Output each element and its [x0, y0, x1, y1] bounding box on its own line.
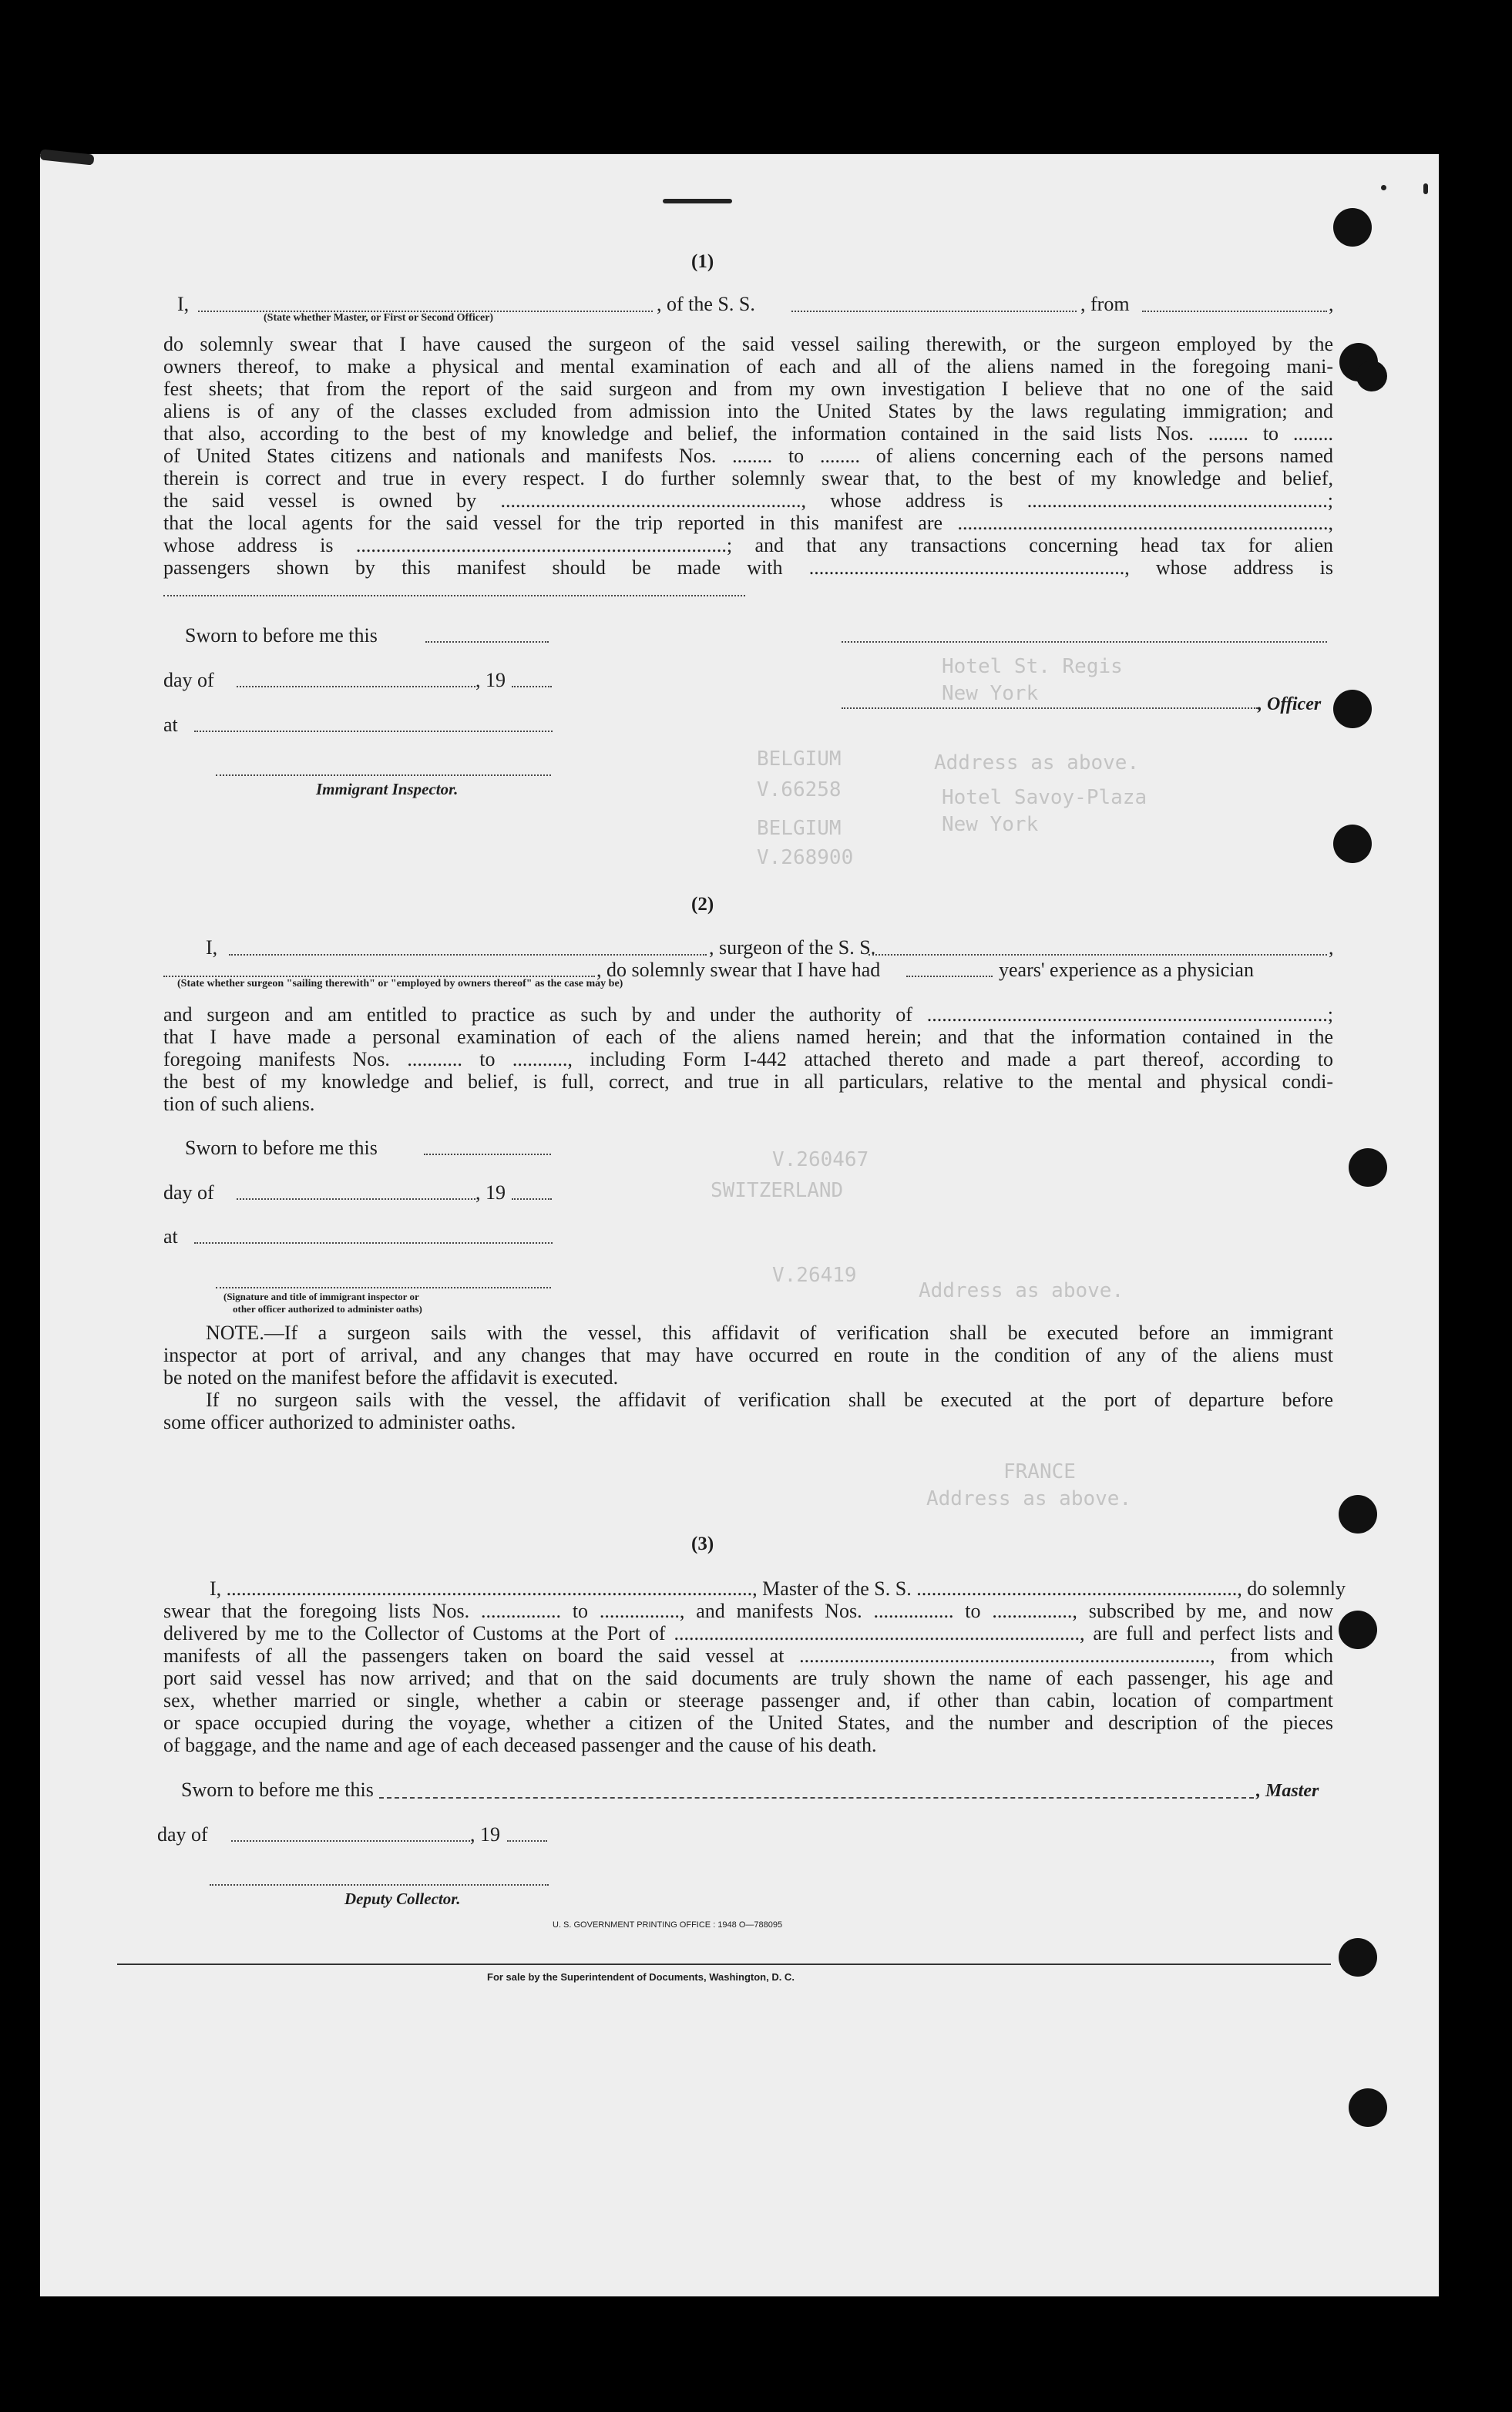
gpo-imprint: U. S. GOVERNMENT PRINTING OFFICE : 1948 O—788095: [553, 1920, 783, 1930]
section-1-paragraph-line: of United States citizens and nationals and manifests Nos. ........ to ........ of aliens concerning each of the persons named: [163, 445, 1333, 467]
note-line: be noted on the manifest before the affidavit is executed.: [163, 1366, 619, 1389]
master-label: , Master: [1256, 1781, 1319, 1801]
section-1-sworn-label: Sworn to before me this: [185, 624, 378, 647]
surgeon-vessel-blank: [869, 954, 1327, 956]
bleed-through-text: V.66258: [757, 778, 842, 801]
day-blank: [237, 1198, 475, 1200]
section-1-paragraph-line: aliens is of any of the classes excluded from admission into the United States by the laws regulating immigration; and: [163, 400, 1333, 422]
signature-note-2: other officer authorized to administer oaths): [233, 1303, 422, 1315]
section-3-paragraph-line: or space occupied during the voyage, whether a citizen of the United States, and the number and description of the pieces: [163, 1712, 1333, 1734]
years-experience-blank: [906, 976, 993, 977]
document-page: [40, 154, 1439, 2296]
vessel-name-blank: [791, 311, 1077, 312]
bleed-through-text: V.268900: [757, 846, 854, 869]
section-1-paragraph-line: fest sheets; that from the report of the said surgeon and from my own investigation I believe that no one of the said: [163, 378, 1333, 400]
bleed-through-text: Address as above.: [926, 1487, 1132, 1510]
ink-mark: [663, 199, 732, 203]
section-1-paragraph-line: whose address is ..........................................................................; and that any transactions concerning head tax for alien: [163, 534, 1333, 556]
punch-hole: [1349, 2088, 1387, 2127]
bleed-through-text: FRANCE: [1003, 1460, 1076, 1483]
section-3-day-label: day of: [157, 1823, 208, 1846]
punch-hole: [1339, 1938, 1377, 1977]
section-1-paragraph-line: therein is correct and true in every respect. I do further solemnly swear that, to the best of my knowledge and belief,: [163, 467, 1333, 489]
section-3-paragraph-line: port said vessel has now arrived; and that on the said documents are truly shown the name of each passenger, his age and: [163, 1667, 1333, 1689]
bleed-through-text: V.26419: [772, 1264, 857, 1287]
section-2-paragraph-line: foregoing manifests Nos. ........... to ..........., including Form I-442 attached thereto and made a part thereof, according to: [163, 1048, 1333, 1070]
bleed-through-text: Address as above.: [919, 1279, 1124, 1302]
note-line: NOTE.—If a surgeon sails with the vessel, this affidavit of verification shall be executed before an immigrant: [206, 1322, 1333, 1344]
section-3-paragraph-line: sex, whether married or single, whether a cabin or steerage passenger and, if other than cabin, location of compartment: [163, 1689, 1333, 1712]
bleed-through-text: New York: [942, 813, 1039, 836]
section-2-paragraph-line: that I have made a personal examination of each of the aliens named herein; and that the information contained in the: [163, 1026, 1333, 1048]
day-blank: [231, 1840, 470, 1842]
bleed-through-text: BELGIUM: [757, 817, 842, 840]
master-note: (State whether Master, or First or Second Officer): [264, 312, 494, 324]
section-3-heading: (3): [691, 1534, 714, 1554]
section-2-day-label: day of: [163, 1181, 214, 1204]
section-3-paragraph-line: I, ........................................................................................................., Master of the S. S. ................................................................, do solemnly: [210, 1577, 1346, 1600]
footer-rule: [117, 1964, 1331, 1965]
year-blank: [507, 1840, 547, 1842]
years-experience-label: years' experience as a physician: [999, 959, 1254, 981]
section-1-year-label: , 19: [475, 669, 506, 691]
sale-imprint: For sale by the Superintendent of Documents, Washington, D. C.: [487, 1971, 795, 1983]
year-blank: [512, 1198, 552, 1200]
ink-mark: [1381, 185, 1386, 190]
punch-hole: [1339, 1495, 1377, 1534]
bleed-through-text: Hotel St. Regis: [942, 655, 1123, 678]
section-1-line-end: ,: [1329, 293, 1334, 315]
bleed-through-text: New York: [942, 682, 1039, 705]
departure-port-blank: [1142, 311, 1327, 312]
section-1-paragraph-line: that also, according to the best of my knowledge and belief, the information contained in the said lists Nos. ........ to ........: [163, 422, 1333, 445]
sworn-date-blank: [425, 641, 549, 643]
section-1-from-label: , from: [1080, 293, 1130, 315]
section-2-at-label: at: [163, 1225, 178, 1248]
bleed-through-text: BELGIUM: [757, 747, 842, 771]
place-blank: [194, 1242, 553, 1244]
section-2-paragraph-line: and surgeon and am entitled to practice as such by and under the authority of ................................................................................;: [163, 1003, 1333, 1026]
officer-signature-blank: [842, 641, 1327, 643]
note-line: If no surgeon sails with the vessel, the affidavit of verification shall be executed at the port of departure before: [206, 1389, 1333, 1411]
punch-hole: [1349, 1148, 1387, 1187]
surgeon-of-ss-label: , surgeon of the S. S.: [709, 936, 876, 959]
surgeon-status-blank: [163, 976, 595, 977]
officer-label: , Officer: [1258, 694, 1322, 714]
punch-hole: [1333, 825, 1372, 863]
inspector-signature-blank: [216, 1287, 551, 1288]
immigrant-inspector-label: Immigrant Inspector.: [316, 780, 459, 798]
section-1-paragraph-line: owners thereof, to make a physical and mental examination of each and all of the aliens named in the foregoing mani-: [163, 355, 1333, 378]
section-1-i-label: I,: [177, 293, 190, 315]
section-1-at-label: at: [163, 714, 178, 736]
bleed-through-text: SWITZERLAND: [711, 1179, 844, 1202]
section-1-heading: (1): [691, 251, 714, 272]
punch-hole: [1333, 690, 1372, 728]
punch-hole: [1356, 361, 1387, 391]
note-line: inspector at port of arrival, and any changes that may have occurred en route in the condition of any of the aliens must: [163, 1344, 1333, 1366]
day-blank: [237, 686, 475, 687]
head-tax-address-blank: [163, 595, 745, 596]
bleed-through-text: Hotel Savoy-Plaza: [942, 786, 1147, 809]
section-3-paragraph-line: delivered by me to the Collector of Customs at the Port of ................................................................................., are full and perfect lists and: [163, 1622, 1333, 1644]
section-2-heading: (2): [691, 894, 714, 915]
bleed-through-text: V.260467: [772, 1148, 869, 1171]
surgeon-name-blank: [229, 954, 707, 956]
punch-hole: [1333, 208, 1372, 247]
section-1-paragraph-line: that the local agents for the said vessel for the trip reported in this manifest are ..........................................................................,: [163, 512, 1333, 534]
inspector-signature-blank: [216, 774, 551, 776]
ink-mark: [39, 149, 94, 165]
section-1-of-ss-label: , of the S. S.: [657, 293, 755, 315]
section-2-sworn-label: Sworn to before me this: [185, 1137, 378, 1159]
section-3-sworn-label: Sworn to before me this: [181, 1779, 374, 1801]
section-1-day-label: day of: [163, 669, 214, 691]
section-1-paragraph-line: the said vessel is owned by ............................................................, whose address is ............................................................;: [163, 489, 1333, 512]
section-2-i-label: I,: [206, 936, 218, 959]
year-blank: [512, 686, 552, 687]
surgeon-swear-label: , do solemnly swear that I have had: [596, 959, 881, 981]
section-3-paragraph-line: manifests of all the passengers taken on board the said vessel at .................................................................................., from which: [163, 1644, 1333, 1667]
section-2-line-end: ,: [1329, 936, 1334, 959]
deputy-signature-blank: [210, 1884, 549, 1886]
section-3-paragraph-line: of baggage, and the name and age of each deceased passenger and the cause of his death.: [163, 1734, 877, 1756]
sworn-date-blank: [424, 1154, 551, 1155]
surgeon-note: (State whether surgeon "sailing therewith" or "employed by owners thereof" as the case may be): [177, 978, 623, 989]
officer-title-blank: [842, 707, 1258, 709]
signature-note-1: (Signature and title of immigrant inspector or: [223, 1291, 419, 1302]
master-signature-blank: [379, 1797, 1254, 1799]
bleed-through-text: Address as above.: [934, 751, 1140, 774]
ink-mark: [1423, 183, 1428, 194]
punch-hole: [1339, 1611, 1377, 1649]
place-blank: [194, 731, 553, 732]
section-3-year-label: , 19: [470, 1823, 500, 1846]
deputy-collector-label: Deputy Collector.: [344, 1890, 461, 1908]
section-1-paragraph-line: do solemnly swear that I have caused the surgeon of the said vessel sailing therewith, or the surgeon employed by the: [163, 333, 1333, 355]
section-3-paragraph-line: swear that the foregoing lists Nos. ................ to ................, and manifests Nos. ................ to ................, subscribed by me, and now: [163, 1600, 1333, 1622]
section-2-paragraph-line: tion of such aliens.: [163, 1093, 315, 1115]
section-1-paragraph-line: passengers shown by this manifest should be made with ..............................................................., whose address is: [163, 556, 1333, 579]
section-2-year-label: , 19: [475, 1181, 506, 1204]
section-2-paragraph-line: the best of my knowledge and belief, is full, correct, and true in all particulars, relative to the mental and physical condi-: [163, 1070, 1333, 1093]
note-line: some officer authorized to administer oaths.: [163, 1411, 516, 1433]
